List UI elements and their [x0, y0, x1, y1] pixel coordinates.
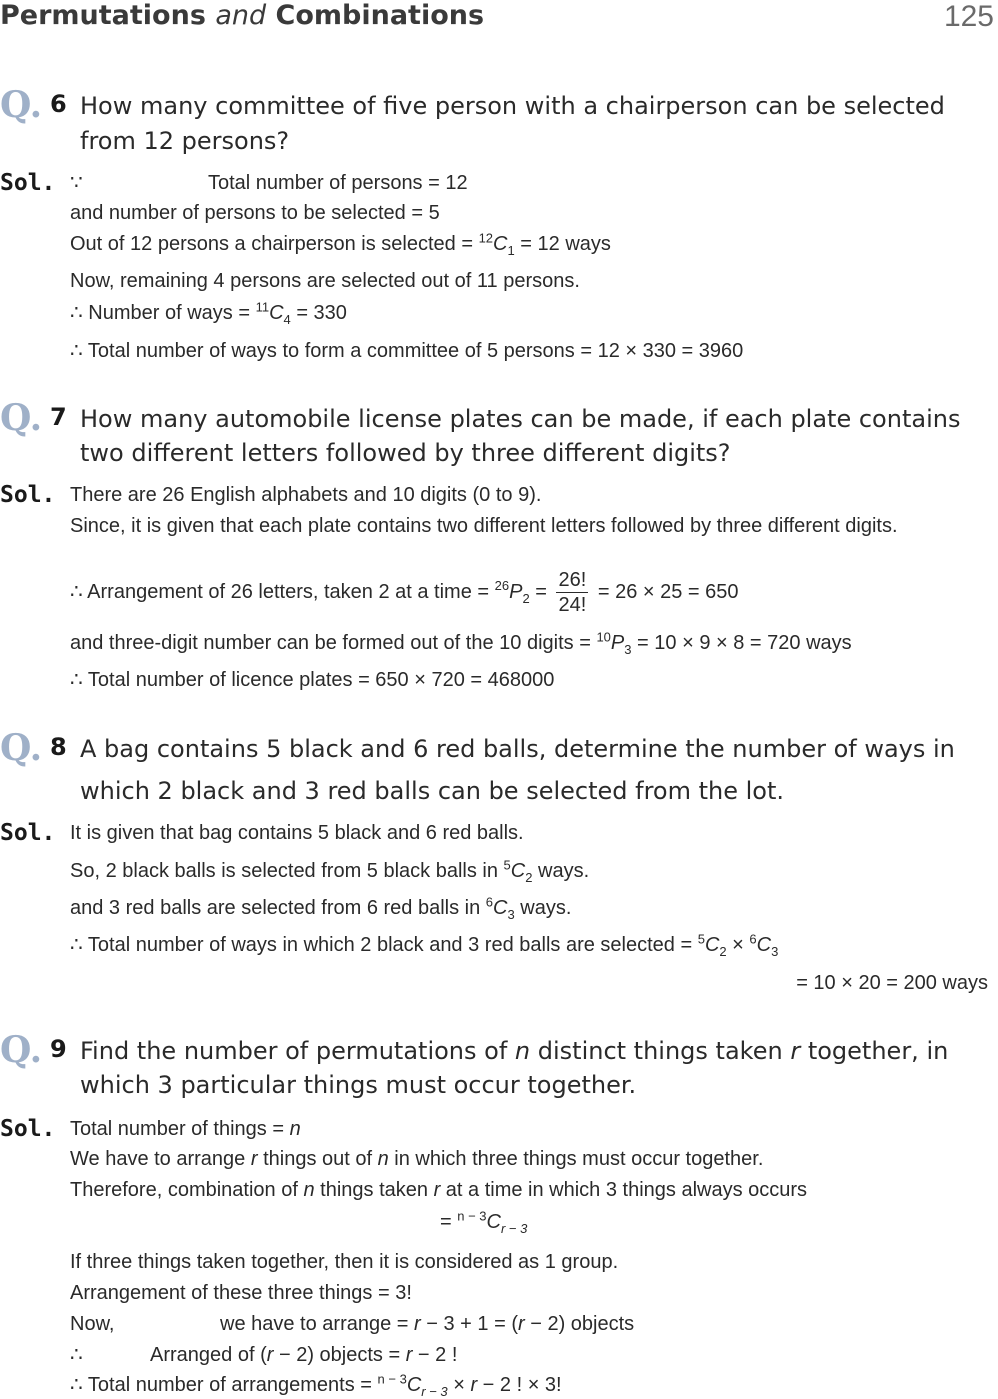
solution-label: Sol.: [0, 170, 56, 196]
page-header-title: [0, 0, 484, 31]
solution-9-line5: If three things taken together, then it is considered as 1 group.: [70, 1251, 619, 1273]
question-number: 9: [50, 1035, 67, 1063]
question-6-line2: from 12 persons?: [80, 127, 290, 155]
question-6-line1: How many committee of five person with a chairperson can be selected: [80, 92, 945, 120]
solution-7-line2: Since, it is given that each plate contains two different letters followed by three different digits.: [70, 515, 898, 537]
question-8: [0, 727, 42, 769]
solution-9-line3: Therefore, combination of n things taken r at a time in which 3 things always occurs: [70, 1179, 808, 1201]
question-9-line2: which 3 particular things must occur together.: [80, 1071, 637, 1099]
header-title-part1: Permutations: [0, 0, 206, 31]
question-label: Q.: [0, 1029, 43, 1071]
solution-6-line1: Total number of persons = 12: [208, 172, 468, 194]
question-8-line1: A bag contains 5 black and 6 red balls, determine the number of ways in: [80, 735, 955, 763]
solution-8-line2: So, 2 black balls is selected from 5 black balls in $^5C_2$ ways.: [70, 857, 590, 885]
solution-8-line4: ∴ Total number of ways in which 2 black and 3 red balls are selected = $^5C_2 \times ^6C_3$: [70, 931, 779, 959]
solution-6-line2: and number of persons to be selected = 5: [70, 202, 440, 224]
solution-7-line3: ∴ Arrangement of 26 letters, taken 2 at a time = $^{26}P_2$ = $\frac{26!}{24!}$ = 26 × 25 = 650: [70, 569, 739, 616]
question-number: 7: [50, 403, 67, 431]
question-label: Q.: [0, 84, 43, 126]
solution-8-line5: = 10 × 20 = 200 ways: [796, 972, 988, 994]
solution-6-line5: ∴ Number of ways = $^{11}C_4 = 330$: [70, 299, 347, 327]
solution-9-line8a: ∴: [70, 1344, 83, 1366]
question-number: 6: [50, 90, 67, 118]
solution-7-line4: and three-digit number can be formed out of the 10 digits = $^{10}P_3 = 10 \times 9 \times 8 = 720$ ways: [70, 629, 852, 657]
solution-8-line3: and 3 red balls are selected from 6 red balls in $^6C_3$ ways.: [70, 894, 572, 922]
solution-6-line6: ∴ Total number of ways to form a committee of 5 persons = 12 × 330 = 3960: [70, 340, 744, 362]
question-7-line1: How many automobile license plates can be made, if each plate contains: [80, 405, 961, 433]
solution-9-line1: Total number of things = n: [70, 1118, 301, 1140]
solution-7-line1: There are 26 English alphabets and 10 digits (0 to 9).: [70, 484, 542, 506]
page-number: 125: [943, 0, 994, 33]
solution-9-line6: Arrangement of these three things = 3!: [70, 1282, 412, 1304]
solution-6-line4: Now, remaining 4 persons are selected out of 11 persons.: [70, 270, 580, 292]
solution-9-line7a: Now,: [70, 1313, 115, 1335]
solution-label: Sol.: [0, 1116, 56, 1142]
solution-6-line3: Out of 12 persons a chairperson is selected = $^{12}C_1 = 12$ ways: [70, 230, 611, 258]
solution-9-line8b: Arranged of (r − 2) objects = r − 2 !: [150, 1344, 458, 1366]
solution-9-line9: ∴ Total number of arrangements = $^{n - 3}C_{r - 3} \times r - 2$ ! × 3!: [70, 1371, 562, 1399]
question-9-line1: Find the number of permutations of n distinct things taken r together, in: [80, 1037, 949, 1065]
question-7: [0, 397, 42, 439]
fraction: $\frac{26!}{24!}$: [558, 569, 587, 616]
question-label: Q.: [0, 727, 43, 769]
solution-8-line1: It is given that bag contains 5 black and 6 red balls.: [70, 822, 524, 844]
question-7-line2: two different letters followed by three different digits?: [80, 439, 731, 467]
because-symbol: ∵: [70, 172, 83, 194]
header-title-part2: Combinations: [275, 0, 485, 31]
solution-7-line5: ∴ Total number of licence plates = 650 × 720 = 468000: [70, 669, 555, 691]
question-6: [0, 84, 42, 126]
question-number: 8: [50, 733, 67, 761]
question-label: Q.: [0, 397, 43, 439]
solution-label: Sol.: [0, 820, 56, 846]
solution-9-line7b: we have to arrange = r − 3 + 1 = (r − 2) objects: [220, 1313, 635, 1335]
solution-9-line2: We have to arrange r things out of n in which three things must occur together.: [70, 1148, 764, 1170]
question-9: [0, 1029, 42, 1071]
solution-label: Sol.: [0, 482, 56, 508]
header-title-and: and: [215, 0, 267, 31]
solution-9-line4: = $^{n - 3}C_{r - 3}$: [440, 1208, 528, 1236]
question-8-line2: which 2 black and 3 red balls can be selected from the lot.: [80, 777, 785, 805]
